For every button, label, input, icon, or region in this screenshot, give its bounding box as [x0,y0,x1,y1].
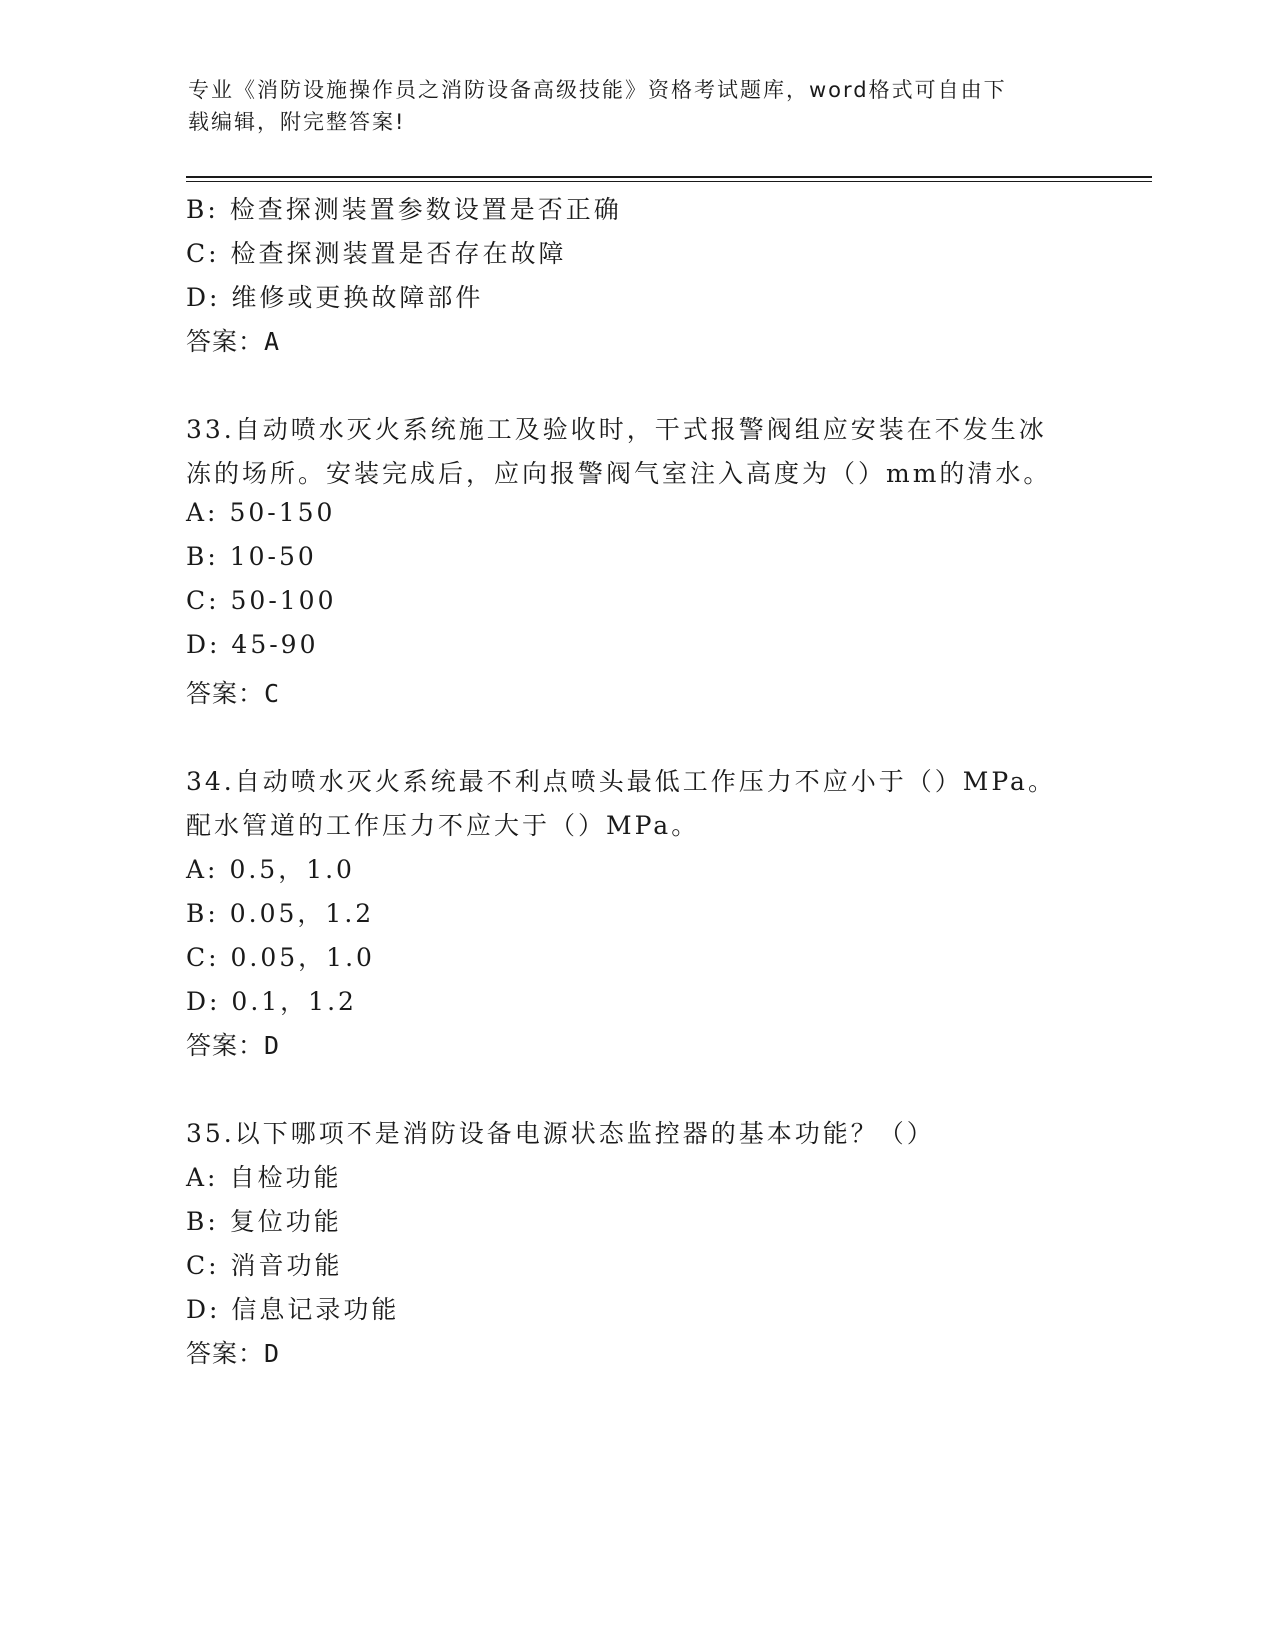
question-34-stem-line-1: 34.自动喷水灭火系统最不利点喷头最低工作压力不应小于（）MPa。 [186,767,1056,796]
option-text: 信息记录功能 [231,1295,400,1324]
option-letter: C: [186,586,220,615]
answer-line [186,322,280,358]
option-letter: B: [186,1207,219,1236]
header-rule-thin [186,181,1152,182]
option-letter: B: [186,195,219,224]
option-letter: A: [186,498,219,527]
answer-line [186,1334,280,1370]
option-text: 0.05，1.2 [229,899,375,928]
answer-label: 答案： [186,1339,265,1368]
option-a [186,1158,341,1194]
option-text: 0.05，1.0 [230,943,375,972]
option-text: 自检功能 [229,1163,342,1192]
option-b [186,190,622,226]
option-text: 维修或更换故障部件 [231,283,484,312]
answer-label: 答案： [186,679,265,708]
option-b [186,1202,342,1238]
option-c [186,234,567,270]
header-rule-thick [186,176,1152,178]
option-text: 消音功能 [230,1251,343,1280]
answer-value: D [264,1339,281,1368]
option-letter: D: [186,630,221,659]
question-33-stem-line-2: 冻的场所。安装完成后，应向报警阀气室注入高度为（）mm的清水。 [186,459,1052,488]
option-text: 45-90 [231,630,319,659]
option-letter: D: [186,987,221,1016]
answer-line [186,1026,280,1062]
option-letter: C: [186,239,220,268]
question-35-stem-line-1: 35.以下哪项不是消防设备电源状态监控器的基本功能？（） [186,1119,935,1148]
answer-label: 答案： [186,327,265,356]
option-letter: C: [186,1251,220,1280]
document-header [188,74,1068,138]
question-33-stem-line-1: 33.自动喷水灭火系统施工及验收时，干式报警阀组应安装在不发生冰 [186,415,1047,444]
option-d [186,1290,399,1326]
option-d [186,982,357,1018]
option-letter: A: [186,855,219,884]
option-text: 50-100 [230,586,337,615]
option-letter: D: [186,283,221,312]
option-letter: B: [186,542,219,571]
option-b [186,894,374,930]
option-letter: A: [186,1163,219,1192]
option-d [186,630,319,659]
answer-value: C [264,679,281,708]
option-text: 50-150 [229,498,336,527]
option-d [186,278,483,314]
option-letter: C: [186,943,220,972]
option-c [186,938,375,974]
option-letter: D: [186,1295,221,1324]
question-34-stem-line-2: 配水管道的工作压力不应大于（）MPa。 [186,811,700,840]
answer-value: A [264,327,281,356]
option-a [186,498,335,527]
option-b [186,542,317,571]
option-c [186,1246,343,1282]
option-text: 检查探测装置是否存在故障 [230,239,567,268]
option-text: 检查探测装置参数设置是否正确 [229,195,622,224]
answer-line [186,674,280,710]
option-a [186,850,355,886]
option-text: 复位功能 [229,1207,342,1236]
header-line-2: 载编辑，附完整答案! [188,110,406,134]
option-letter: B: [186,899,219,928]
answer-label: 答案： [186,1031,265,1060]
option-text: 0.5，1.0 [229,855,355,884]
header-line-1: 专业《消防设施操作员之消防设备高级技能》资格考试题库，word格式可自由下 [188,78,1007,102]
option-text: 0.1，1.2 [231,987,357,1016]
answer-value: D [264,1031,281,1060]
option-text: 10-50 [229,542,317,571]
option-c [186,586,337,615]
